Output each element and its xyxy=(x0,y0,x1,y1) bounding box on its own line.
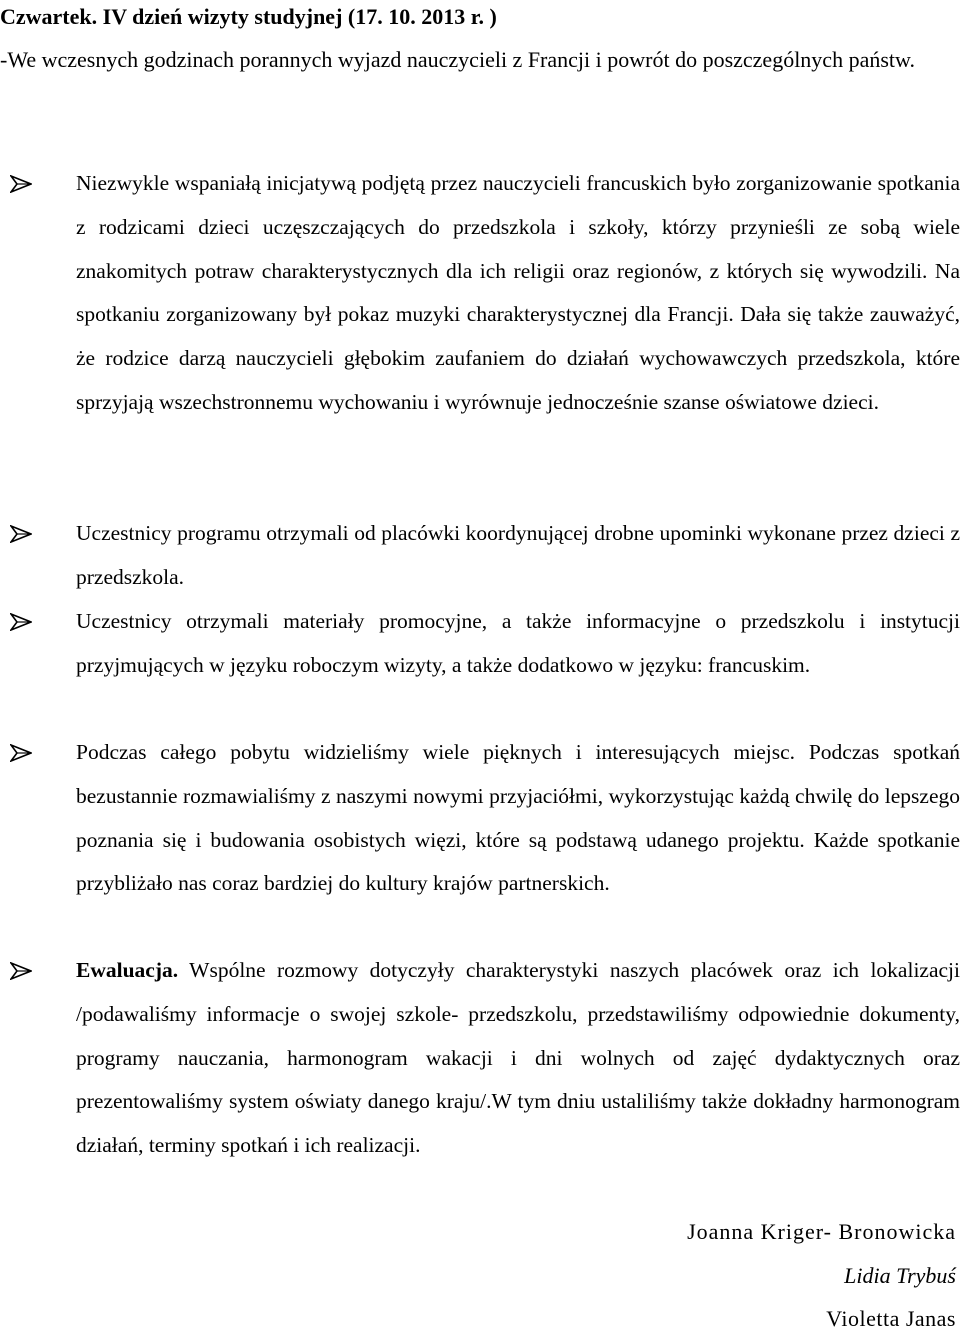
arrowhead-bullet-icon xyxy=(10,613,32,631)
list-item xyxy=(0,731,960,906)
list-item-text xyxy=(76,949,960,1168)
signature-name: Lidia Trybuś xyxy=(844,1262,956,1288)
list-item-text: Uczestnicy programu otrzymali od placówki koordynującej drobne upominki wykonane przez dzieci z przedszkola. xyxy=(76,521,960,589)
list-item-text: Podczas całego pobytu widzieliśmy wiele pięknych i interesujących miejsc. Podczas spotkań bezustannie rozmawialiśmy z naszymi nowymi przyjaciółmi, wykorzystując każdą chwilę do lepszego poznania się i budowania osobistych więzi, które są podstawą udanego projektu. Każde spotkanie przybliżało nas coraz bardziej do kultury krajów partnerskich. xyxy=(76,740,960,896)
signature-name: Joanna Kriger- Bronowicka xyxy=(687,1219,956,1244)
list-item xyxy=(0,162,960,425)
arrowhead-bullet-icon xyxy=(10,962,32,980)
list-item xyxy=(0,949,960,1168)
intro-paragraph: -We wczesnych godzinach porannych wyjazd nauczycieli z Francji i powrót do poszczególnych państw. xyxy=(0,47,915,72)
list-item xyxy=(0,600,960,688)
list-item-text: Uczestnicy otrzymali materiały promocyjne, a także informacyjne o przedszkolu i instytucji przyjmujących w języku roboczym wizyty, a także dodatkowo w języku: francuskim. xyxy=(76,609,960,677)
list-item-text: Niezwykle wspaniałą inicjatywą podjętą przez nauczycieli francuskich było zorganizowanie spotkania z rodzicami dzieci uczęszczających do przedszkola i szkoły, którzy przynieśli ze sobą wiele znakomitych potraw charakterystycznych dla ich religii oraz regionów, z których się wywodzili. Na spotkaniu zorganizowany był pokaz muzyki charakterystycznej dla Francji. Dała się także zauważyć, że rodzice darzą nauczycieli głębokim zaufaniem do działań wychowawczych przedszkola, które sprzyjają wszechstronnemu wychowaniu i wyrównuje jednocześnie szanse oświatowe dzieci. xyxy=(76,171,960,414)
page-title: Czwartek. IV dzień wizyty studyjnej (17. 10. 2013 r. ) xyxy=(0,4,497,29)
signature-block xyxy=(687,1210,956,1341)
arrowhead-bullet-icon xyxy=(10,525,32,543)
list-item xyxy=(0,512,960,600)
arrowhead-bullet-icon xyxy=(10,744,32,762)
list-item-body: Wspólne rozmowy dotyczyły charakterystyki naszych placówek oraz ich lokalizacji /podawaliśmy informacje o swojej szkole- przedszkolu, przedstawiliśmy odpowiednie dokumenty, programy nauczania, harmonogram wakacji i dni wolnych od zajęć dydaktycznych oraz prezentowaliśmy system oświaty danego kraju/.W tym dniu ustaliliśmy także dokładny harmonogram działań, terminy spotkań i ich realizacji. xyxy=(76,958,960,1158)
section-label: Ewaluacja. xyxy=(76,958,179,982)
signature-name: Violetta Janas xyxy=(826,1306,956,1331)
arrowhead-bullet-icon xyxy=(10,175,32,193)
